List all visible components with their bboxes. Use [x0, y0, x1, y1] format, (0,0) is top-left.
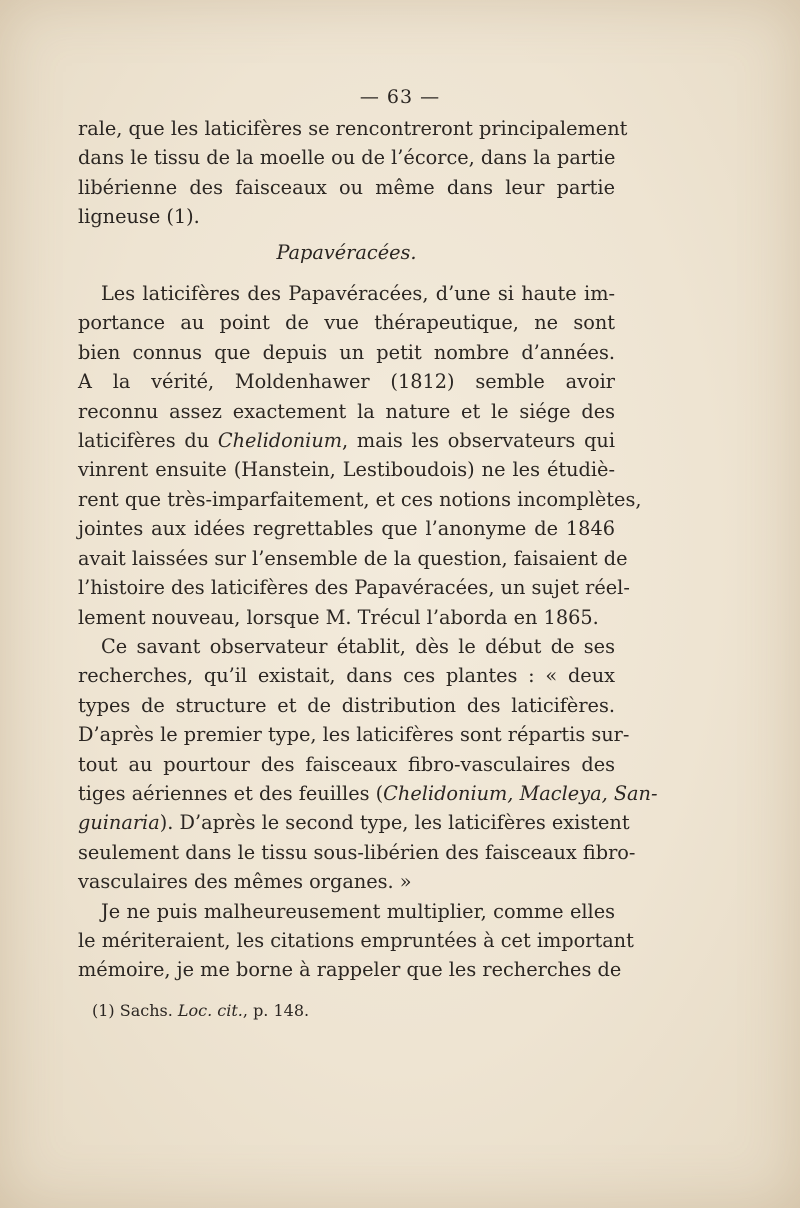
text-line: [78, 426, 615, 455]
text-segment: ). D’après le second type, les laticifères existent: [159, 811, 630, 835]
text-segment: tiges aériennes et des feuilles (: [78, 781, 384, 805]
text-line: portance au point de vue thérapeutique, ne sont: [78, 311, 615, 335]
text-line: le mériteraient, les citations empruntées à cet important: [78, 928, 634, 952]
footnote-text: , p. 148.: [242, 1001, 310, 1020]
text-line: ligneuse (1).: [78, 205, 200, 229]
text-line: bien connus que depuis un petit nombre d’années.: [78, 340, 615, 364]
footnote-text: (1) Sachs.: [92, 1001, 178, 1020]
text-line: Ce savant observateur établit, dès le début de ses: [101, 634, 615, 658]
text-line: Je ne puis malheureusement multiplier, comme elles: [101, 899, 615, 923]
text-line: dans le tissu de la moelle ou de l’écorce, dans la partie: [78, 146, 616, 170]
page-number: — 63 —: [359, 86, 441, 108]
text-segment: , mais les observateurs qui: [342, 429, 615, 453]
section-heading: Papavéracées.: [276, 240, 417, 264]
text-line: l’histoire des laticifères des Papavéracées, un sujet réel-: [78, 576, 630, 600]
italic-taxon: Chelidonium, Macleya, San-: [383, 781, 658, 805]
footnote: [92, 1000, 309, 1022]
text-line: jointes aux idées regrettables que l’anonyme de 1846: [78, 517, 615, 541]
text-line: [78, 779, 658, 808]
text-line: recherches, qu’il existait, dans ces plantes : « deux: [78, 664, 615, 688]
body-text: [78, 114, 658, 985]
italic-taxon: guinaria: [78, 811, 160, 835]
text-line: mémoire, je me borne à rappeler que les recherches de: [78, 958, 622, 982]
text-line: types de structure et de distribution des laticifères.: [78, 693, 615, 717]
text-line: lement nouveau, lorsque M. Trécul l’aborda en 1865.: [78, 605, 599, 629]
text-line: [78, 808, 630, 837]
text-line: Les laticifères des Papavéracées, d’une si haute im-: [101, 282, 615, 306]
text-line: D’après le premier type, les laticifères sont répartis sur-: [78, 723, 630, 747]
italic-taxon: Chelidonium: [217, 429, 343, 453]
text-line: reconnu assez exactement la nature et le siége des: [78, 399, 615, 423]
text-segment: laticifères du: [78, 429, 218, 453]
text-line: vasculaires des mêmes organes. »: [78, 870, 412, 894]
text-line: libérienne des faisceaux ou même dans leur partie: [78, 175, 615, 199]
text-line: vinrent ensuite (Hanstein, Lestiboudois) ne les étudiè-: [78, 458, 615, 482]
text-line: seulement dans le tissu sous-libérien des faisceaux fibro-: [78, 840, 636, 864]
text-line: tout au pourtour des faisceaux fibro-vasculaires des: [78, 752, 615, 776]
text-line: avait laissées sur l’ensemble de la question, faisaient de: [78, 546, 628, 570]
text-line: rale, que les laticifères se rencontreront principalement: [78, 117, 628, 140]
text-line: A la vérité, Moldenhawer (1812) semble avoir: [78, 370, 615, 394]
footnote-citation: Loc. cit.: [177, 1001, 243, 1020]
text-line: rent que très-imparfaitement, et ces notions incomplètes,: [78, 487, 642, 511]
